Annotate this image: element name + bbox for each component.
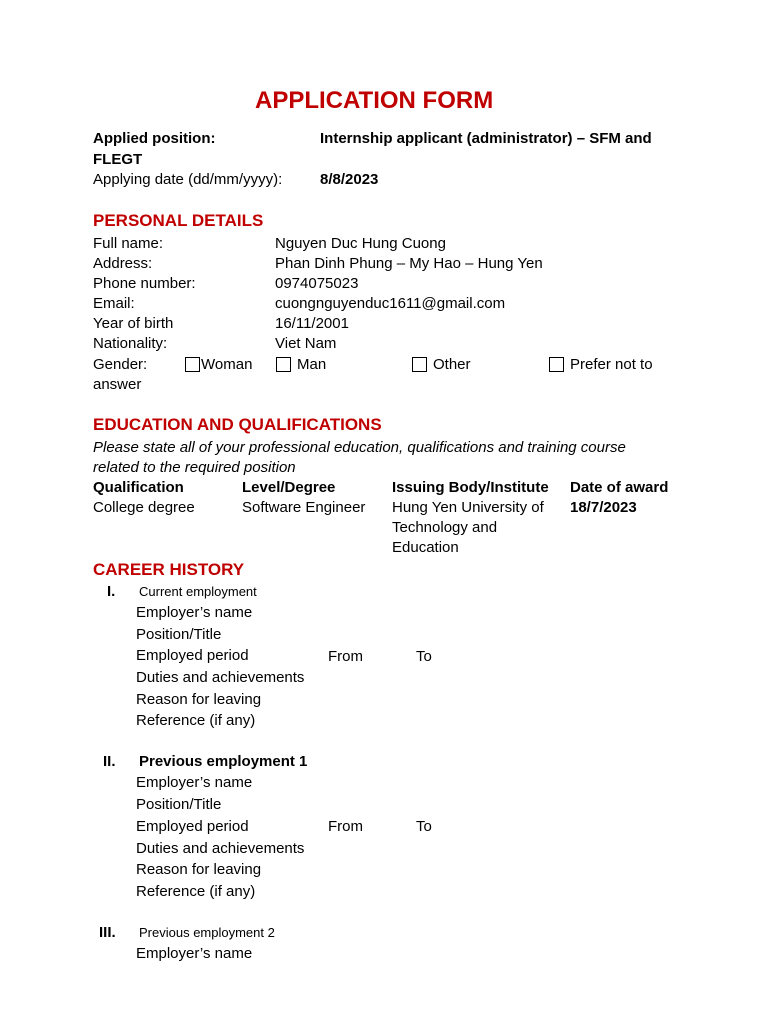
email-value: cuongnguyenduc1611@gmail.com: [275, 295, 506, 312]
entry-1-to: To: [416, 648, 432, 665]
gender-woman-label: Woman: [201, 356, 253, 373]
entry-3-title: Previous employment 2: [139, 925, 275, 940]
col-qualification-header: Qualification: [93, 479, 184, 496]
entry-2-numeral: II.: [103, 753, 116, 770]
entry-3-employer: Employer’s name: [136, 945, 253, 962]
entry-2-from: From: [328, 818, 363, 835]
year-of-birth-value: 16/11/2001: [275, 315, 349, 332]
entry-1-period: Employed period: [136, 647, 249, 664]
entry-2-to: To: [416, 818, 432, 835]
col-institute-header: Issuing Body/Institute: [392, 479, 549, 496]
edu-institute-cell-line1: Hung Yen University of: [392, 499, 544, 516]
entry-1-duties: Duties and achievements: [136, 669, 305, 686]
applied-position-label: Applied position:: [93, 130, 216, 147]
entry-1-reason: Reason for leaving: [136, 691, 262, 708]
edu-level-cell: Software Engineer: [242, 499, 366, 516]
entry-1-position: Position/Title: [136, 626, 222, 643]
full-name-value: Nguyen Duc Hung Cuong: [275, 235, 446, 252]
education-heading: EDUCATION AND QUALIFICATIONS: [93, 415, 382, 434]
full-name-label: Full name:: [93, 235, 164, 252]
phone-value: 0974075023: [275, 275, 359, 292]
gender-label: Gender:: [93, 356, 148, 373]
entry-1-employer: Employer’s name: [136, 604, 253, 621]
gender-prefer-not-checkbox[interactable]: [549, 357, 564, 372]
entry-1-numeral: I.: [107, 583, 116, 600]
phone-label: Phone number:: [93, 275, 196, 292]
gender-prefer-not-label: Prefer not to: [570, 356, 653, 373]
col-level-header: Level/Degree: [242, 479, 336, 496]
address-value: Phan Dinh Phung – My Hao – Hung Yen: [275, 255, 543, 272]
col-date-header: Date of award: [570, 479, 669, 496]
gender-woman-checkbox[interactable]: [185, 357, 200, 372]
edu-institute-cell-line2: Technology and: [392, 519, 498, 536]
entry-3-numeral: III.: [99, 924, 116, 941]
entry-2-reason: Reason for leaving: [136, 861, 262, 878]
entry-1-title: Current employment: [139, 584, 257, 599]
nationality-label: Nationality:: [93, 335, 168, 352]
applied-position-value-wrap: FLEGT: [93, 151, 143, 168]
gender-man-checkbox[interactable]: [276, 357, 291, 372]
edu-date-cell: 18/7/2023: [570, 499, 637, 516]
gender-other-label: Other: [433, 356, 471, 373]
gender-prefer-not-wrap: answer: [93, 376, 142, 393]
form-title: APPLICATION FORM: [255, 87, 494, 114]
edu-qualification-cell: College degree: [93, 499, 195, 516]
entry-2-position: Position/Title: [136, 796, 222, 813]
entry-1-reference: Reference (if any): [136, 712, 256, 729]
email-label: Email:: [93, 295, 135, 312]
education-instruction: Please state all of your professional education, qualifications and training course: [93, 439, 626, 456]
gender-man-label: Man: [297, 356, 327, 373]
entry-2-reference: Reference (if any): [136, 883, 256, 900]
entry-2-employer: Employer’s name: [136, 774, 253, 791]
career-heading: CAREER HISTORY: [93, 560, 245, 579]
address-label: Address:: [93, 255, 153, 272]
applied-position-value: Internship applicant (administrator) – SFM and: [320, 130, 652, 147]
applying-date-value: 8/8/2023: [320, 171, 379, 188]
year-of-birth-label: Year of birth: [93, 315, 174, 332]
entry-2-period: Employed period: [136, 818, 249, 835]
gender-other-checkbox[interactable]: [412, 357, 427, 372]
edu-institute-cell-line3: Education: [392, 539, 459, 556]
entry-2-title: Previous employment 1: [139, 753, 308, 770]
entry-2-duties: Duties and achievements: [136, 840, 305, 857]
education-instruction-wrap: related to the required position: [93, 459, 296, 476]
applying-date-label: Applying date (dd/mm/yyyy):: [93, 171, 283, 188]
nationality-value: Viet Nam: [275, 335, 337, 352]
personal-details-heading: PERSONAL DETAILS: [93, 211, 264, 230]
entry-1-from: From: [328, 648, 363, 665]
